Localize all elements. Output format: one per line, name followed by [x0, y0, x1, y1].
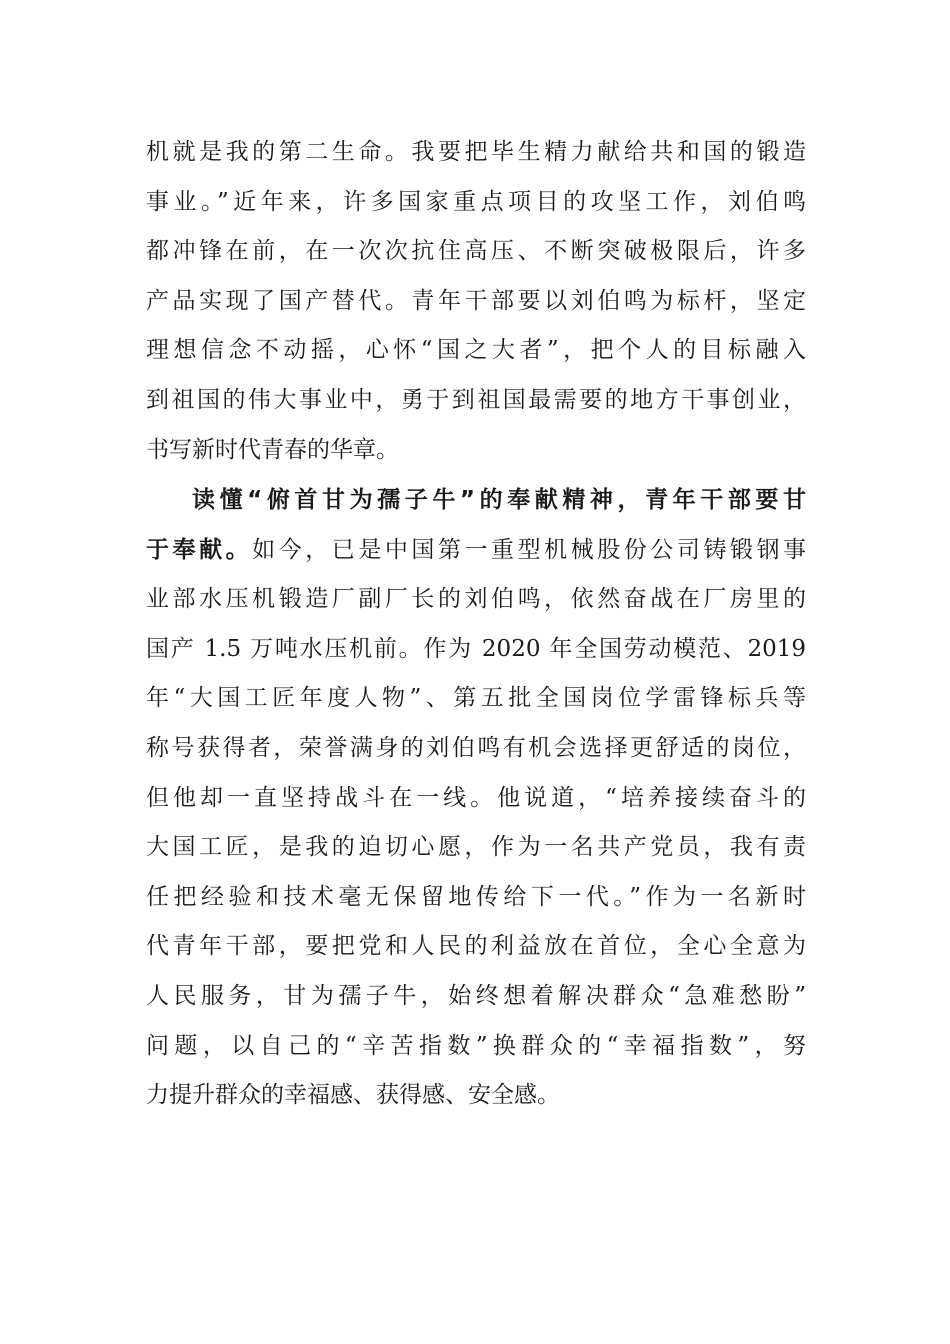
- paragraph-1-line: 机就是我的第二生命。我要把毕生精力献给共和国的锻造: [146, 139, 806, 165]
- paragraph-2-line: 国产 1.5 万吨水压机前。作为 2020 年全国劳动模范、2019: [146, 635, 806, 662]
- paragraph-1-line: 产品实现了国产替代。青年干部要以刘伯鸣为标杆，坚定: [146, 287, 806, 314]
- paragraph-1: [146, 128, 806, 475]
- paragraph-2-heading: 读懂“俯首甘为孺子牛”的奉献精神，青年干部要甘: [192, 487, 806, 513]
- paragraph-2-line: 称号获得者，荣誉满身的刘伯鸣有机会选择更舒适的岗位，: [146, 734, 806, 761]
- paragraph-2-line: 任把经验和技术毫无保留地传给下一代。”作为一名新时: [146, 883, 806, 910]
- paragraph-1-line: 事业。”近年来，许多国家重点项目的攻坚工作，刘伯鸣: [146, 188, 806, 215]
- paragraph-1-line: 到祖国的伟大事业中，勇于到祖国最需要的地方干事创业，: [146, 386, 806, 413]
- paragraph-2-line: 力提升群众的幸福感、获得感、安全感。: [146, 1082, 560, 1109]
- paragraph-1-line: 都冲锋在前，在一次次抗住高压、不断突破极限后，许多: [146, 238, 806, 265]
- paragraph-2-line-text: 如今，已是中国第一重型机械股份公司铸锻钢事: [252, 536, 807, 563]
- paragraph-2-line: 问题，以自己的“辛苦指数”换群众的“幸福指数”，努: [146, 1032, 806, 1059]
- paragraph-1-line: 书写新时代青春的华章。: [146, 436, 399, 463]
- paragraph-2-line: 人民服务，甘为孺子牛，始终想着解决群众“急难愁盼”: [146, 982, 806, 1009]
- paragraph-2-line: [146, 526, 806, 576]
- paragraph-2: [146, 476, 806, 1121]
- paragraph-2-heading-end: 于奉献。: [146, 536, 253, 563]
- paragraph-1-line: 理想信念不动摇，心怀“国之大者”，把个人的目标融入: [146, 337, 806, 364]
- paragraph-2-line: 业部水压机锻造厂副厂长的刘伯鸣，依然奋战在厂房里的: [146, 586, 806, 613]
- paragraph-2-line: 大国工匠，是我的迫切心愿，作为一名共产党员，我有责: [146, 834, 806, 861]
- paragraph-2-line: 年“大国工匠年度人物”、第五批全国岗位学雷锋标兵等: [146, 685, 806, 712]
- paragraph-2-line: 但他却一直坚持战斗在一线。他说道，“培养接续奋斗的: [146, 784, 806, 811]
- paragraph-2-line: 代青年干部，要把党和人民的利益放在首位，全心全意为: [146, 933, 806, 960]
